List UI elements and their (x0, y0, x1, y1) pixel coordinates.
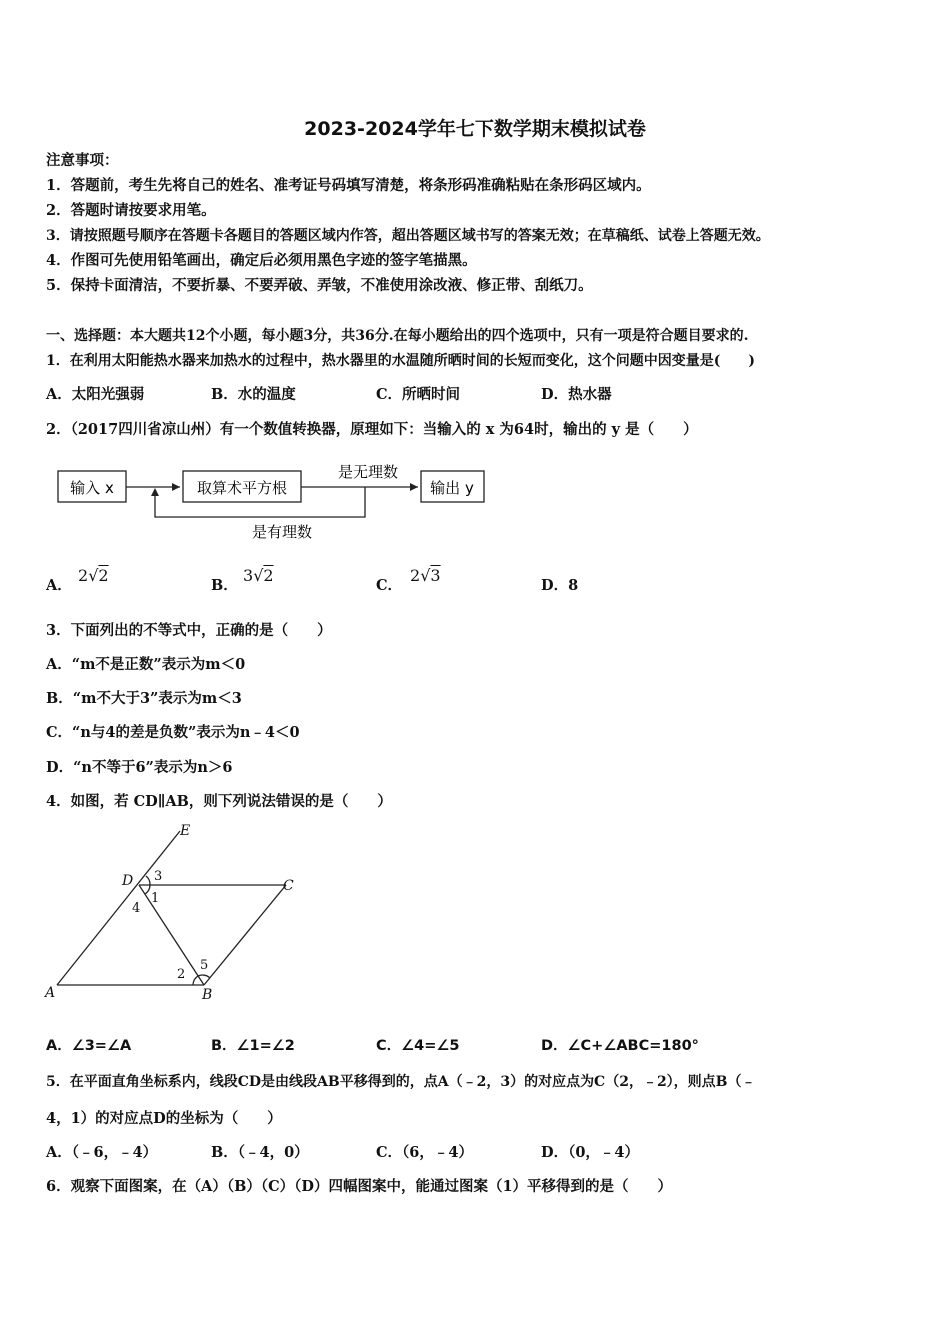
q5-option-a: A．（﹣6，﹣4） (46, 1144, 158, 1161)
point-b-label: B (202, 987, 213, 1003)
point-d-label: D (122, 873, 134, 889)
q2-option-b-value: 3√2 (243, 566, 274, 585)
q1-option-a: A．太阳光强弱 (46, 386, 145, 403)
angle-4-label: 4 (132, 901, 141, 916)
segment-cb (204, 885, 286, 985)
arrow-head-icon (410, 483, 418, 491)
q4-option-b: B．∠1=∠2 (211, 1038, 295, 1054)
q2-option-c-label: C． (376, 577, 403, 594)
parallel-lines-figure (40, 818, 320, 1008)
angle-arc-2 (193, 976, 198, 985)
note-item-4: 4．作图可先使用铅笔画出，确定后必须用黑色字迹的签字笔描黑。 (46, 252, 477, 269)
q5-option-d: D．（0，﹣4） (541, 1144, 640, 1161)
question-4-stem: 4．如图，若 CD∥AB，则下列说法错误的是（ ） (46, 793, 392, 810)
question-1-stem: 1．在利用太阳能热水器来加热水的过程中，热水器里的水温随所晒时间的长短而变化，这个问题中因变量是( ) (46, 353, 755, 369)
segment-db (139, 885, 204, 985)
note-item-1: 1．答题前，考生先将自己的姓名、准考证号码填写清楚，将条形码准确粘贴在条形码区域内。 (46, 177, 651, 194)
angle-arc-1 (145, 885, 150, 894)
q1-option-b: B．水的温度 (211, 386, 296, 403)
input-label: 输入 x (70, 479, 114, 497)
question-2-stem: 2．（2017四川省凉山州）有一个数值转换器，原理如下：当输入的 x 为64时，输出的 y 是（ ） (46, 421, 698, 438)
notes-heading: 注意事项： (46, 152, 119, 169)
angle-2-label: 2 (177, 967, 186, 982)
angle-arc-3 (146, 876, 150, 885)
point-c-label: C (283, 878, 294, 894)
rational-label: 是有理数 (251, 523, 313, 541)
q5-option-c: C．（6，﹣4） (376, 1144, 473, 1161)
angle-3-label: 3 (154, 869, 163, 884)
angle-1-label: 1 (151, 891, 160, 906)
q5-option-b: B．（﹣4，0） (211, 1144, 309, 1161)
note-item-5: 5．保持卡面清洁，不要折暴、不要弄破、弄皱，不准使用涂改液、修正带、刮纸刀。 (46, 277, 593, 294)
q3-option-a: A．“m不是正数”表示为m＜0 (46, 656, 246, 673)
note-item-2: 2．答题时请按要求用笔。 (46, 202, 216, 219)
q1-option-c: C．所晒时间 (376, 386, 461, 403)
q2-option-a-value: 2√2 (78, 566, 109, 585)
q2-option-a-label: A． (46, 577, 72, 594)
question-3-stem: 3．下面列出的不等式中，正确的是（ ） (46, 622, 332, 639)
q1-option-d: D．热水器 (541, 386, 612, 403)
output-label: 输出 y (430, 479, 474, 497)
q2-option-d: D．8 (541, 577, 579, 594)
arrow-head-icon (151, 488, 159, 496)
q4-option-a: A．∠3=∠A (46, 1038, 132, 1054)
number-converter-diagram (40, 455, 510, 550)
section-heading: 一、选择题：本大题共12个小题，每小题3分，共36分.在每小题给出的四个选项中，只有一项是符合题目要求的. (46, 328, 749, 344)
question-5-stem-line2: 4，1）的对应点D的坐标为（ ） (46, 1110, 282, 1127)
question-5-stem-line1: 5．在平面直角坐标系内，线段CD是由线段AB平移得到的，点A（﹣2，3）的对应点为C（2，﹣2），则点B（﹣ (46, 1074, 756, 1090)
point-e-label: E (180, 823, 191, 839)
note-item-3: 3．请按照题号顺序在答题卡各题目的答题区域内作答，超出答题区域书写的答案无效；在草稿纸、试卷上答题无效。 (46, 228, 770, 244)
page-title: 2023-2024学年七下数学期末模拟试卷 (304, 118, 646, 140)
q3-option-d: D．“n不等于6”表示为n＞6 (46, 759, 233, 776)
q4-option-d: D．∠C+∠ABC=180° (541, 1038, 699, 1054)
q3-option-c: C．“n与4的差是负数”表示为n﹣4＜0 (46, 724, 300, 741)
q3-option-b: B．“m不大于3”表示为m＜3 (46, 690, 242, 707)
arrow-head-icon (172, 483, 180, 491)
angle-5-label: 5 (200, 958, 209, 973)
point-a-label: A (45, 985, 56, 1001)
q2-option-c-value: 2√3 (410, 566, 441, 585)
q2-option-b-label: B． (211, 577, 238, 594)
line-a-e (57, 831, 180, 985)
process-label: 取算术平方根 (196, 479, 288, 497)
irrational-label: 是无理数 (337, 463, 399, 481)
question-6-stem: 6．观察下面图案，在（A）（B）（C）（D）四幅图案中，能通过图案（1）平移得到的是（ ） (46, 1178, 673, 1195)
q4-option-c: C．∠4=∠5 (376, 1038, 460, 1054)
